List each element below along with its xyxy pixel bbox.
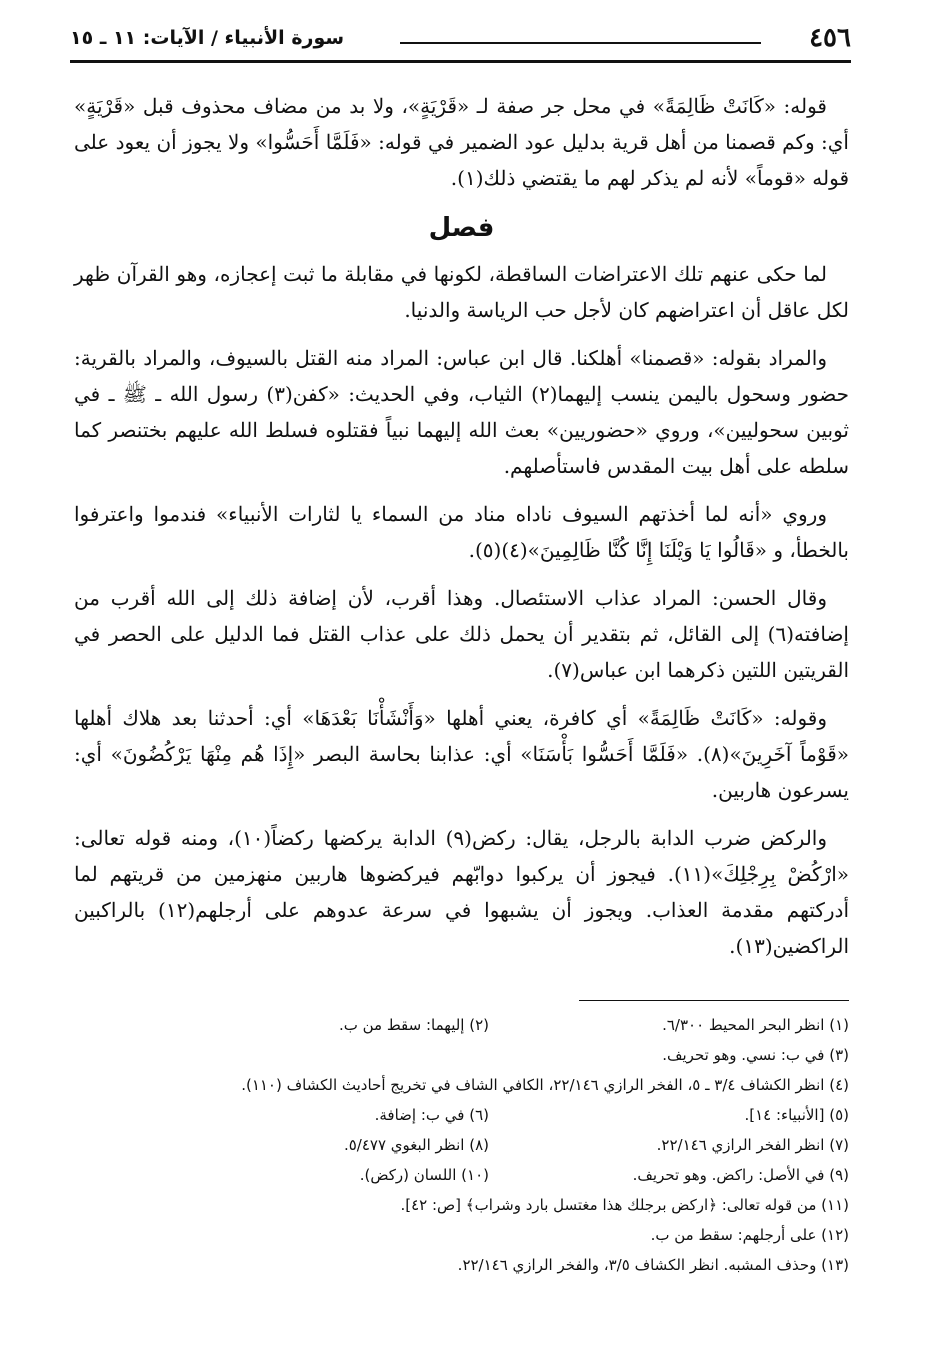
footnote-separator	[579, 1000, 849, 1001]
footnotes	[74, 1010, 849, 1280]
footnote-8: (٨) انظر البغوي ٥/٤٧٧.	[343, 1136, 489, 1154]
paragraph-7: والركض ضرب الدابة بالرجل، يقال: ركض(٩) الدابة يركضها ركضاً(١٠)، ومنه قوله تعالى: «ارْكُضْ بِرِجْلِكَ»(١١). فيجوز أن يركبوا دوابّهم فيركضوها هاربين منهزمين من قريتهم لما أدركتهم مقدمة العذاب. ويجوز أن يشبهوا في سرعة عدوهم على أرجلهم(١٢) بالراكبين الراكضين(١٣).	[74, 826, 850, 958]
footnote-4: (٤) انظر الكشاف ٣/٤ ـ ٥، الفخر الرازي ٢٢/١٤٦، الكافي الشاف في تخريج أحاديث الكشاف (١١٠).	[241, 1076, 849, 1094]
footnote-row	[74, 1220, 849, 1250]
footnote-10: (١٠) اللسان (ركض).	[359, 1166, 489, 1184]
footnote-row	[74, 1190, 849, 1220]
footnote-13: (١٣) وحذف المشبه. انظر الكشاف ٣/٥، والفخر الرازي ٢٢/١٤٦.	[457, 1256, 849, 1274]
paragraph-2: لما حكى عنهم تلك الاعتراضات الساقطة، لكونها في مقابلة ما ثبت إعجازه، وهو القرآن ظهر لكل عاقل أن اعتراضهم كان لأجل حب الرياسة والدنيا.	[74, 262, 849, 322]
paragraph-6: وقوله: «كَانَتْ ظَالِمَةً» أي كافرة، يعني أهلها «وَأَنْشَأْنَا بَعْدَهَا» أي: أحدثنا بعد هلاك أهلها «قَوْماً آخَرِينَ»(٨). «فَلَمَّا أَحَسُّوا بَأْسَنَا» أي: عذابنا بحاسة البصر «إِذَا هُم مِنْهَا يَرْكُضُونَ» أي: يسرعون هاربين.	[74, 706, 849, 802]
footnote-11: (١١) من قوله تعالى: ﴿اركض برجلك هذا مغتسل بارد وشراب﴾ [ص: ٤٢].	[400, 1196, 849, 1214]
section-heading: فصل	[428, 213, 495, 243]
footnote-row	[74, 1040, 849, 1070]
main-text	[74, 88, 849, 976]
footnote-row	[74, 1100, 849, 1130]
running-header	[70, 22, 851, 56]
paragraph-3: والمراد بقوله: «قصمنا» أهلكنا. قال ابن عباس: المراد منه القتل بالسيوف، والمراد بالقرية: حضور وسحول باليمن ينسب إليهما(٢) الثياب، وفي الحديث: «كفن(٣) رسول الله ـ ﷺ ـ في ثوبين سحوليين»، وروي «حضوريين» بعث الله إليهما نبياً فقتلوه فسلط الله عليهم بختنصر كما سلطه على أهل بيت المقدس فاستأصلهم.	[74, 346, 849, 478]
footnote-2: (٢) إليهما: سقط من ب.	[338, 1016, 489, 1034]
header-rule	[70, 60, 851, 63]
running-title: سورة الأنبياء / الآيات: ١١ ـ ١٥	[70, 27, 345, 49]
footnote-3: (٣) في ب: نسي. وهو تحريف.	[662, 1046, 849, 1064]
footnote-12: (١٢) على أرجلهم: سقط من ب.	[650, 1226, 849, 1244]
footnote-1: (١) انظر البحر المحيط ٦/٣٠٠.	[662, 1016, 849, 1034]
paragraph-5: وقال الحسن: المراد عذاب الاستئصال. وهذا أقرب، لأن إضافة ذلك إلى الله أقرب من إضافته(٦) إلى القائل، ثم بتقدير أن يحمل ذلك على عذاب القتل فما الدليل على الحصر في القريتين اللتين ذكرهما ابن عباس(٧).	[74, 586, 849, 682]
footnote-9: (٩) في الأصل: راكض. وهو تحريف.	[632, 1166, 849, 1184]
footnote-6: (٦) في ب: إضافة.	[374, 1106, 489, 1124]
footnote-7: (٧) انظر الفخر الرازي ٢٢/١٤٦.	[656, 1136, 849, 1154]
footnote-5: (٥) [الأنبياء: ١٤].	[744, 1106, 849, 1124]
footnote-row	[74, 1130, 849, 1160]
page-number: ٤٥٦	[809, 23, 851, 53]
footnote-row	[74, 1070, 849, 1100]
paragraph-1: قوله: «كَانَتْ ظَالِمَةً» في محل جر صفة لـ «قَرْيَةٍ»، ولا بد من مضاف محذوف قبل «قَرْيَةٍ» أي: وكم قصمنا من أهل قرية بدليل عود الضمير في قوله: «فَلَمَّا أَحَسُّوا» ولا يجوز أن يعود على قوله «قوماً» لأنه لم يذكر لهم ما يقتضي ذلك(١).	[74, 94, 849, 190]
footnote-row	[74, 1250, 849, 1280]
paragraph-4: وروي «أنه لما أخذتهم السيوف ناداه مناد من السماء يا لثارات الأنبياء» فندموا واعترفوا بالخطأ، و «قَالُوا يَا وَيْلَنَا إِنَّا كُنَّا ظَالِمِينَ»(٤)(٥).	[74, 502, 849, 562]
footnote-row	[74, 1010, 849, 1040]
footnote-row	[74, 1160, 849, 1190]
header-dash-line	[400, 42, 761, 44]
